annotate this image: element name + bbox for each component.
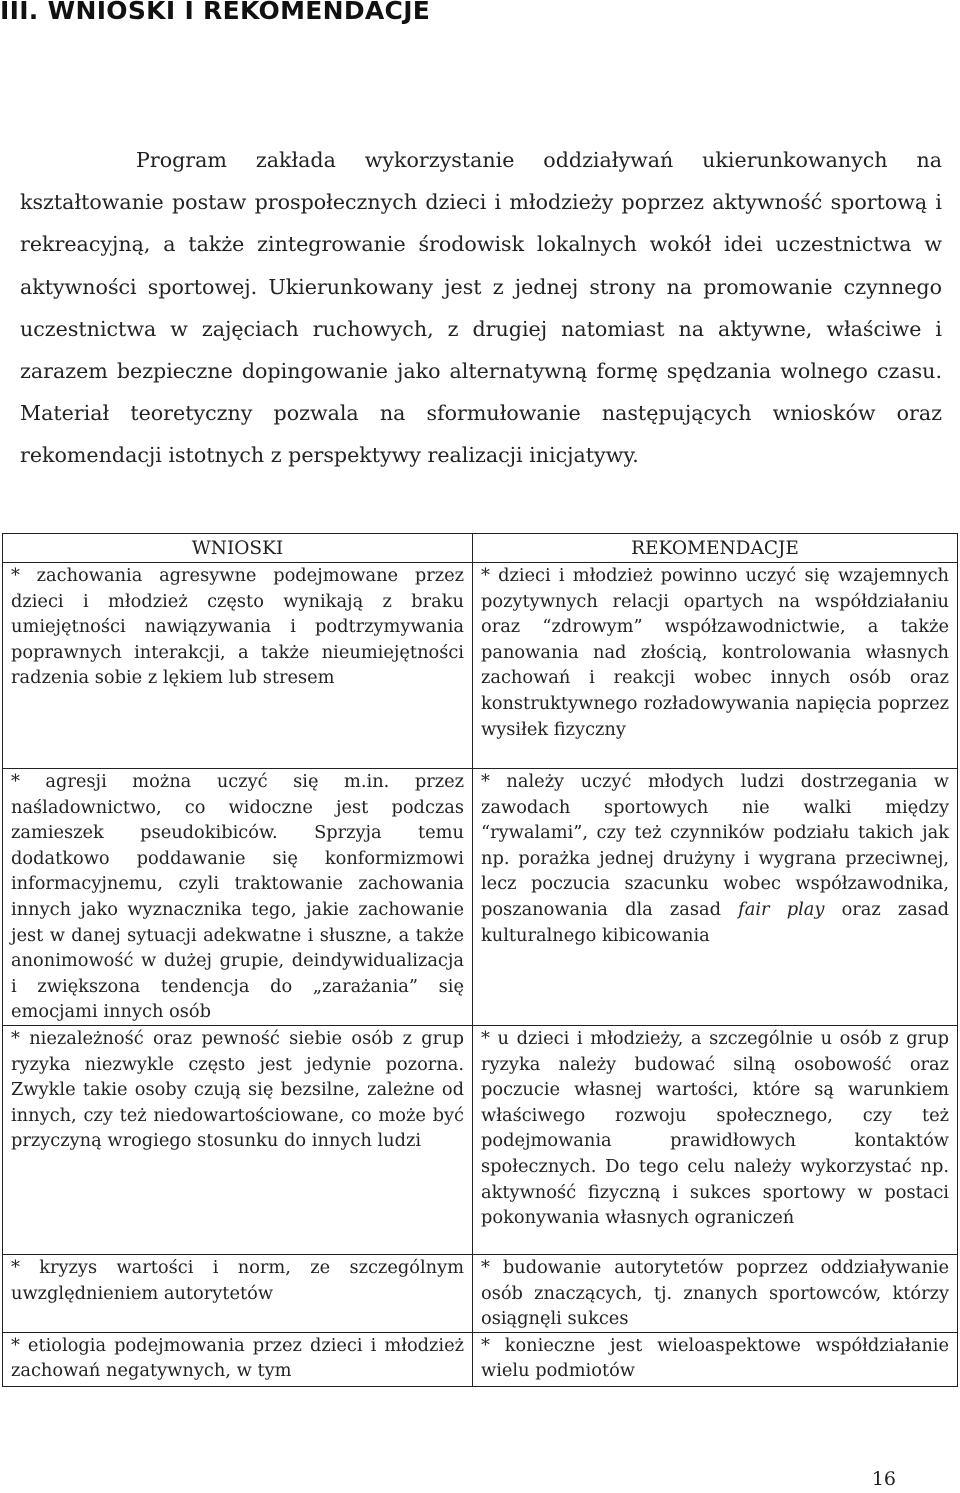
wniosek-cell: * kryzys wartości i norm, ze szczególnym uwzględnieniem autorytetów xyxy=(3,1254,473,1332)
rekomendacja-text: * należy uczyć młodych ludzi dostrzegania w zawodach sportowych nie walki między “rywalami”, czy też czynników podziału takich jak np. porażka jednej drużyny i wygrana przeciwnej, lecz poczucia szacunku wobec współzawodnika, poszanowania dla zasad xyxy=(481,771,949,920)
intro-paragraph: Program zakłada wykorzystanie oddziaływań ukierunkowanych na kształtowanie postaw prospołecznych dzieci i młodzieży poprzez aktywność sportową i rekreacyjną, a także zintegrowanie środowisk lokalnych wokół idei uczestnictwa w aktywności sportowej. Ukierunkowany jest z jednej strony na promowanie czynnego uczestnictwa w zajęciach ruchowych, z drugiej natomiast na aktywne, właściwe i zarazem bezpieczne dopingowanie jako alternatywną formę spędzania wolnego czasu. Materiał teoretyczny pozwala na sformułowanie następujących wniosków oraz rekomendacji istotnych z perspektywy realizacji inicjatywy. xyxy=(20,148,942,468)
table-row xyxy=(3,563,958,769)
rekomendacja-cell: * budowanie autorytetów poprzez oddziaływanie osób znaczących, tj. znanych sportowców, którzy osiągnęli sukces xyxy=(473,1254,958,1332)
wniosek-cell: * agresji można uczyć się m.in. przez naśladownictwo, co widoczne jest podczas zamieszek pseudokibiców. Sprzyja temu dodatkowo poddawanie się konformizmowi informacyjnemu, czyli traktowanie zachowania innych jako wyznacznika tego, jakie zachowanie jest w danej sytuacji adekwatne i słuszne, a także anonimowość w dużej grupie, deindywidualizacja i zwiększona tendencja do „zarażania” się emocjami innych osób xyxy=(3,769,473,1026)
rekomendacja-cell xyxy=(473,769,958,1026)
table-row xyxy=(3,769,958,1026)
header-wnioski: WNIOSKI xyxy=(3,534,473,563)
wniosek-cell: * niezależność oraz pewność siebie osób z grup ryzyka niezwykle często jest jedynie pozorna. Zwykle takie osoby czują się bezsilne, zależne od innych, czy też niedowartościowane, co może być przyczyną wrogiego stosunku do innych ludzi xyxy=(3,1025,473,1254)
table-header-row xyxy=(3,534,958,563)
rekomendacja-text-end: oraz zasad kulturalnego kibicowania xyxy=(481,898,949,946)
rekomendacja-cell: * dzieci i młodzież powinno uczyć się wzajemnych pozytywnych relacji opartych na współdziałaniu oraz “zdrowym” współzawodnictwie, a także panowania nad złością, kontrolowania własnych zachowań i reakcji wobec innych osób oraz konstruktywnego rozładowywania napięcia poprzez wysiłek fizyczny xyxy=(473,563,958,769)
table-row xyxy=(3,1025,958,1254)
wniosek-cell: * zachowania agresywne podejmowane przez dzieci i młodzież często wynikają z braku umiejętności nawiązywania i podtrzymywania poprawnych interakcji, a także nieumiejętności radzenia sobie z lękiem lub stresem xyxy=(3,563,473,769)
header-rekomendacje: REKOMENDACJE xyxy=(473,534,958,563)
table-row xyxy=(3,1254,958,1332)
rekomendacja-cell: * konieczne jest wieloaspektowe współdziałanie wielu podmiotów xyxy=(473,1332,958,1386)
table-row xyxy=(3,1332,958,1386)
fair-play-term: fair play xyxy=(738,898,825,920)
page-number: 16 xyxy=(871,1468,896,1490)
rekomendacja-cell: * u dzieci i młodzieży, a szczególnie u osób z grup ryzyka należy budować silną osobowość oraz poczucie własnej wartości, które są warunkiem właściwego rozwoju społecznego, czy też podejmowania prawidłowych kontaktów społecznych. Do tego celu należy wykorzystać np. aktywność fizyczną i sukces sportowy w postaci pokonywania własnych ograniczeń xyxy=(473,1025,958,1254)
conclusions-recommendations-table xyxy=(2,533,958,1387)
wniosek-cell: * etiologia podejmowania przez dzieci i młodzież zachowań negatywnych, w tym xyxy=(3,1332,473,1386)
section-heading: III. WNIOSKI I REKOMENDACJE xyxy=(0,0,431,25)
